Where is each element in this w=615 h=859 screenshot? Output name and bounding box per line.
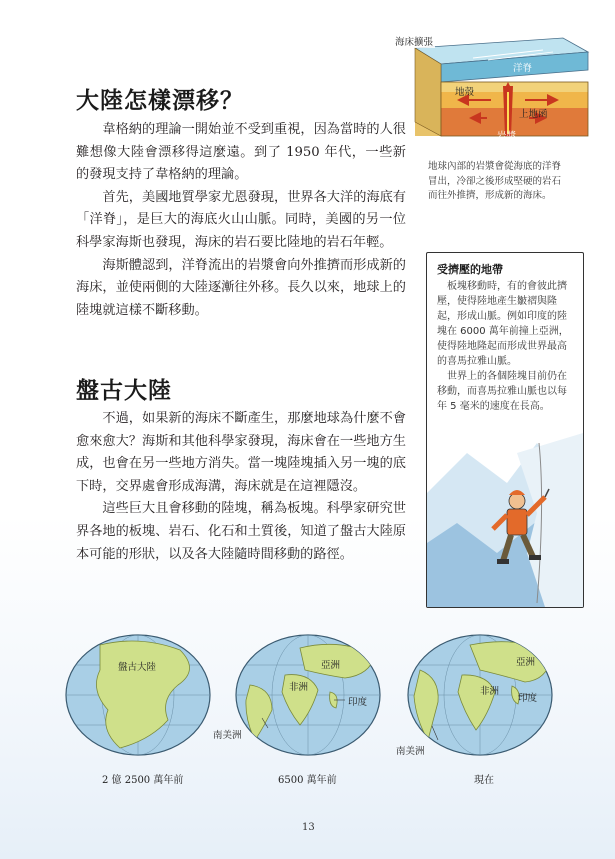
globe2-caption: 6500 萬年前 — [278, 775, 337, 786]
diagram-label-mantle: 上地函 — [519, 109, 548, 120]
paragraph: 韋格納的理論一開始並不受到重視，因為當時的人很難想像大陸會漂移得這麼遠。到了 1950 年代，一些新的發現支持了韋格納的理論。 — [76, 122, 406, 183]
globe2-label-africa: 非洲 — [289, 682, 309, 693]
seafloor-spreading-diagram — [393, 30, 593, 145]
globe3-caption: 現在 — [474, 775, 494, 786]
sidebar-paragraph: 世界上的各個陸塊目前仍在移動，而喜馬拉雅山脈也以每年 5 毫米的速度在長高。 — [437, 371, 567, 412]
section-title-drift: 大陸怎樣漂移？ — [76, 88, 244, 114]
section-body-pangaea — [76, 408, 406, 566]
diagram-caption: 地球內部的岩漿會從海底的洋脊冒出，冷卻之後形成堅硬的岩石而往外推擠，形成新的海床。 — [428, 161, 562, 201]
page-number: 13 — [302, 822, 315, 833]
paragraph: 這些巨大且會移動的陸塊，稱為板塊。科學家研究世界各地的板塊、岩石、化石和土質後，知道了盤古大陸原本可能的形狀，以及各大陸隨時間移動的路徑。 — [76, 501, 406, 562]
diagram-label-crust: 地殼 — [455, 87, 475, 98]
globe2-label-south-america: 南美洲 — [213, 730, 242, 741]
globe3-label-india: 印度 — [518, 693, 538, 704]
diagram-label-magma: 岩漿 — [497, 131, 517, 142]
sidebar-title: 受擠壓的地帶 — [437, 263, 503, 276]
section-body-drift — [76, 119, 406, 322]
globe3-label-south-america: 南美洲 — [396, 746, 425, 757]
paragraph: 首先，美國地質學家尤恩發現，世界各大洋的海底有「洋脊」，是巨大的海底火山山脈。同時，美國的另一位科學家海斯也發現，海床的岩石要比陸地的岩石年輕。 — [76, 189, 406, 250]
paragraph: 不過，如果新的海床不斷產生，那麼地球為什麼不會愈來愈大？海斯和其他科學家發現，海床會在一些地方生成，也會在另一些地方消失。當一塊陸塊插入另一塊的底下時，交界處會形成海溝，海床就是在這裡隱沒。 — [76, 411, 406, 494]
globe3-label-africa: 非洲 — [480, 686, 500, 697]
sidebar-box — [426, 252, 584, 608]
diagram-label-ridge: 洋脊 — [513, 63, 533, 74]
sidebar-paragraph: 板塊移動時，有的會彼此擠壓，使得陸地產生皺褶與隆起，形成山脈。例如印度的陸塊在 6000 萬年前撞上亞洲，使得陸地隆起而形成世界最高的喜馬拉雅山脈。 — [437, 281, 569, 367]
sidebar-text — [437, 279, 573, 414]
paragraph: 海斯體認到，洋脊流出的岩漿會向外推擠而形成新的海床，並使兩側的大陸逐漸往外移。長久以來，地球上的陸塊就這樣不斷移動。 — [76, 257, 406, 318]
section-title-pangaea: 盤古大陸 — [76, 378, 172, 404]
globe1-caption: 2 億 2500 萬年前 — [102, 775, 184, 786]
globe2-label-asia: 亞洲 — [321, 660, 341, 671]
globe2-label-india: 印度 — [348, 697, 368, 708]
globe-225mya — [66, 635, 210, 755]
globe1-label-pangaea: 盤古大陸 — [118, 662, 157, 673]
mountain-climber-illustration — [427, 433, 583, 608]
diagram-label-seafloor-spreading: 海床擴張 — [393, 34, 435, 48]
globe3-label-asia: 亞洲 — [516, 657, 536, 668]
